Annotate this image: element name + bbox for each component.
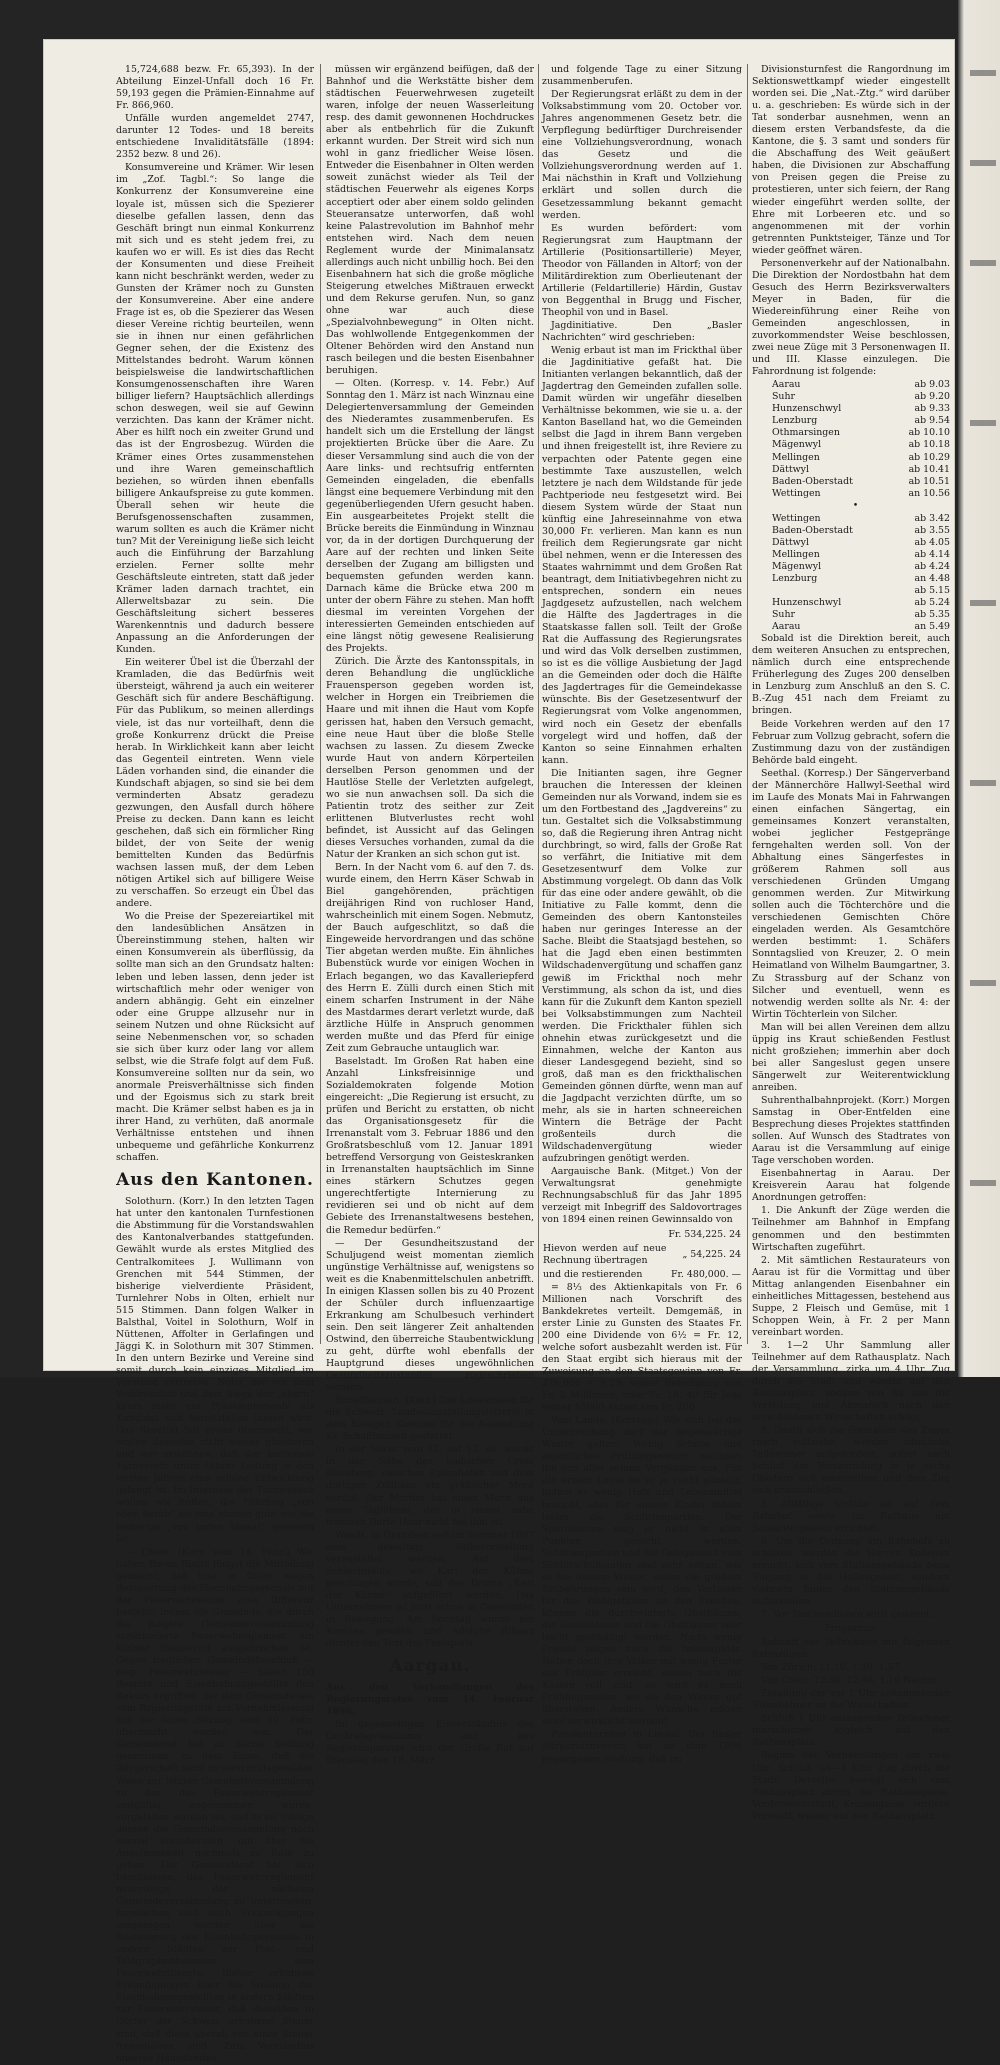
station: Hunzenschwyl bbox=[772, 597, 842, 609]
column-1 bbox=[116, 64, 314, 2064]
column-2 bbox=[326, 64, 534, 1767]
paragraph: Es wurden befördert: vom Regierungsrat zum Hauptmann der Artillerie (Positionsartillerie) Meyer, Theodor von Fällanden in Altorf; von der Militärdirektion zum Oberlieutenant der Artillerie (Feldartillerie) Härdin, Gustav von Beggenthal in Brugg und Fischer, Theophil von und in Basel. bbox=[542, 222, 742, 318]
paragraph: Die Initianten sagen, ihre Gegner brauchen die Interessen der kleinen Gemeinden nur als Vorwand, indem sie es um den Fortbestand des „Jagdvereins“ zu tun. Gestaltet sich die Volksabstimmung so, daß die Regierung ihren Antrag nicht durchbringt, so wird, falls der Große Rat so verfährt, die Initiative mit dem Gesetzesentwurf dem Volke zur Abstimmung vorgelegt. Ob dann das Volk für das eine oder andere gewählt, ob die Initiative zu Falle kommt, denn die Gemeinden des obern Kantonsteiles haben nur geringes Interesse an der Sache. Bleibt die Staatsjagd bestehen, so hat die Jagd eben einen bestimmten Wildschadenvergütung und schaffen ganz gewiß im Frickthal noch mehr Verstimmung, als schon da ist, und dies kann für die Zukunft dem Kanton speziell bei Volksabstimmungen zum Nachteil werden. Die Frickthaler fühlen sich ohnehin etwas zurückgesetzt und die Einnahmen, welche der Kanton aus dieser Landesgegend bezieht, sind so groß, daß man es den frickthalischen Gemeinden gönnen dürfte, wenn man auf die Jagdpacht verzichten dürfte, um so mehr, als sie in harten schneereichen Wintern die Beträge der Pacht großenteils durch die Wildschadenvergütung wieder aufzubringen genötigt werden. bbox=[542, 767, 742, 1165]
station: Mägenwyl bbox=[772, 439, 822, 451]
table-cell: und die restierenden bbox=[543, 1268, 643, 1280]
time: an 4.48 bbox=[914, 572, 950, 584]
table-row bbox=[752, 403, 950, 415]
station: Mellingen bbox=[772, 548, 820, 560]
time: ab 4.24 bbox=[914, 560, 950, 572]
paragraph: Eisenbahnertag in Aarau. Der Kreisverein Aarau hat folgende Anordnungen getroffen: bbox=[752, 1168, 950, 1204]
time: ab 10.41 bbox=[908, 463, 950, 475]
column-rule bbox=[747, 64, 748, 1344]
time: ab 5.15 bbox=[914, 585, 950, 597]
time: ab 3.55 bbox=[914, 524, 950, 536]
table-row bbox=[752, 488, 950, 500]
station: Aarau bbox=[772, 379, 801, 391]
paragraph: — Der Gesundheitszustand der Schuljugend weist momentan ziemlich ungünstige Verhältnisse auf, wenigstens so weit es die Knabenmittelschulen anbetrifft. In einigen Klassen sollen bis zu 40 Prozent der Schüler durch influenzaartige Erkrankung am Schulbesuch verhindert sein. Den seit längerer Zeit anhaltenden Ostwind, den überreiche Staubentwicklung zu geht, dürfte wohl ebenfalls der Hauptgrund dieses ungewöhnlichen Gesundheitszustandes zugeschrieben werden. bbox=[326, 1237, 534, 1394]
table-row bbox=[752, 379, 950, 391]
paragraph: Der Regierungsrat erläßt zu dem in der Volksabstimmung vom 20. October vor. Jahres angenommenen Gesetz betr. die Verpflegung bedürftiger Durchreisender eine Vollziehungsverordnung, wonach das Gesetz und die Vollziehungsverordnung werden auf 1. Mai nächsthin in Kraft und Vollziehung erklärt und sollen durch die Gesetzessammlung bekannt gemacht werden. bbox=[542, 89, 742, 221]
paragraph: — Olten. (Korr. vom 14. Febr.) Wir haben Ihrem Blatte jüngst die Mitteilung gemacht, daß hier in Olten wegen Besteuerung des Eisenbahnpersonals mit der Feuerwehrsteuer eine Differenz bestehe, indem die Gemeinde, die durch die jüngste Gemeindeversammlung sanktionierte Feuerwehreglement ein kleiner Hausstreit ausgebrochen ist. Gegen fraglichen Gemeindebeschluß — resp. Feuerwehrsteuer — haben 150 Beamte und Eisenbahnangestellte den Rekurs ergriffen, der dem Gemeinderate vom Regierungsrate zur Vernehmlassung auf die letzte Sitzung vom 10. Febr. übermacht worden war. Der Gemeinderat hat zu Sache Stellung genommen, zu dem Sinne, daß die Bürgerschaft nicht in vorschriftsgemäßer Weise zur letzten Gemeindeversammlung zu der das Feuerwehrreglement endgültig angenommen wurde, vorgeladen worden sei, und es sei infolge dessen die Gemeindeversammlung noch einmal einzuberufen, um über die Angelegenheit nochmals zu Rate zu gehen. Der Gemeinderat hat sich beschlossen, das Feuerwehrreglement neuerdings der nächsten Gemeindeversammlung zu unterbreiten. Inzwischen sind auch Erkundigungen eingezogen worden über die Besteuerung des Eisenbahnpersonals in andern Städten zur Post- und Telegraphenbeamten vom Feuerwehrdienste. Bisher erhobene Erkundigungen über die Stellung der Eisenbahnangestellten in andern Städten zur Feuerwehrsteuer, daß dieselben in Dörfer der Schweiz erhobene Steuer sind, daß diese überall von einer Steuer freigehalten sind. Zum Verständnis unseres Hausstreites bbox=[116, 1546, 314, 2064]
table-row bbox=[752, 427, 950, 439]
paragraph: Ein weiterer Übel ist die Überzahl der Kramladen, die das Bedürfnis weit übersteigt, während ja auch ein weiterer Geschäft sich für andere Beschäftigung. Für das Publikum, so meinen allerdings viele, ist das nur vorteilhaft, denn die große Konkurrenz drückt die Preise herab. In Wirklichkeit kann aber leicht das Gegenteil eintreten. Wenn viele Läden vorhanden sind, die einander die Kundschaft abjagen, so sind sie bei dem verminderten Absatz geradezu gezwungen, den Ausfall durch höhere Preise zu decken. Dann kann es leicht geschehen, daß sich ein förmlicher Ring bildet, der von Seite der wenig bemittelten Kunden das Bedürfnis wachsen lassen muß, der dem Leben nötigen Artikel sich auf billigere Weise zu verschaffen. So erzeugt ein Übel das andere. bbox=[116, 657, 314, 910]
table-row bbox=[752, 513, 950, 525]
table-row bbox=[542, 1268, 742, 1282]
table-row bbox=[752, 439, 950, 451]
station: Dättwyl bbox=[772, 463, 809, 475]
column-4 bbox=[752, 64, 950, 1822]
paragraph: Seethal. (Korresp.) Der Sängerverband der Männerchöre Hallwyl-Seethal wird im Laufe des Monats Mai in Fahrwangen einen einfachen Sängertag, ein gemeinsames Konzert veranstalten, wobei jeglicher Festgepränge ferngehalten werden soll. Von der Abhaltung eines Sängerfestes in größerem Rahmen soll aus verschiedenen Gründen Umgang genommen werden. Zur Mitwirkung sollen auch die Töchterchöre und die verschiedenen Gemischten Chöre eingeladen werden. Als Gesamtchöre werden bestimmt: 1. Schäfers Sonntagslied von Kreuzer, 2. O mein Heimatland von Wilhelm Baumgartner, 3. Zu Strassburg auf der Schanz von Silcher und eventuell, wenn es notwendig werden sollte als Nr. 4: der Wirtin Töchterlein von Silcher. bbox=[752, 767, 950, 1020]
subheading: Aus den Verhandlungen des Regierungsrates vom 14. Februar 1896. bbox=[326, 1682, 534, 1718]
paragraph: Baselstadt. Im Großen Rat haben eine Anzahl Linksfreisinnige und Sozialdemokraten folgende Motion eingereicht: „Die Regierung ist ersucht, zu prüfen und Bericht zu erstatten, ob nicht das Organisationsgesetz für die Irrenanstalt vom 3. Februar 1886 und den Großratsbeschluß vom 12. Januar 1891 betreffend Versorgung von Geisteskranken in Irrenanstalten hauptsächlich im Sinne eines stärkern Schutzes gegen ungerechtfertigte Internierung zu revidieren sei und ob nicht auf dem Gebiete des Irrenanstaltwesens bestehen, die Remedur bedürfen.“ bbox=[326, 1055, 534, 1236]
paragraph: Man will bei allen Vereinen dem allzu üppig ins Kraut schießenden Festlust nicht großziehen; immerhin aber doch bei aller Sangeslust gegen unsere Sängerwelt zur Weiterentwicklung anreiben. bbox=[752, 1021, 950, 1093]
station bbox=[752, 585, 898, 597]
table-row bbox=[752, 537, 950, 549]
station: Aarau bbox=[772, 621, 801, 633]
station: Baden-Oberstadt bbox=[772, 524, 853, 536]
paragraph: Wo die Preise der Spezereiartikel mit den landesüblichen Ansätzen in Übereinstimmung stehen, halten wir einen Konsumverein als überflüssig, da sollte man sich an den Grundsatz halten: leben und leben lassen, denn jeder ist wirtschaftlich mehr oder weniger von andern abhängig. Geht ein einzelner oder eine Gruppe allzusehr nur in seinem Nutzen und ohne Rücksicht auf seine Nebenmenschen vor, so schaden sie sich über kurz oder lang vor allem selbst, wie die Strafe folgt auf dem Fuß. Konsumvereine sollten nur da sein, wo anormale Preisverhältnisse sich finden und der Egoismus sich zu stark breit macht. Die Krämer selbst haben es ja in ihrer Hand, zu verhüten, daß anormale Verhältnisse entstehen und ihnen unbequeme und gefährliche Konkurrenz schaffen. bbox=[116, 911, 314, 1164]
paragraph: Beide Vorkehren werden auf den 17 Februar zum Vollzug gebracht, sofern die Zustimmung dazu von der zuständigen Behörde bald eingeht. bbox=[752, 718, 950, 766]
column-3 bbox=[542, 64, 742, 1765]
paragraph: — Olten. (Korresp. v. 14. Febr.) Auf Sonntag den 1. März ist nach Winznau eine Delegiertenversammlung der Gemeinden des Niederamtes zusammenberufen. Es handelt sich um die Erstellung der längst projektierten Brücke über die Aare. Zu dieser Versammlung sind auch die von der Aare links- und rechtsufrig entfernten Gemeinden eingeladen, die ebenfalls längst eine bequemere Verbindung mit den gegenüberliegenden Ufern gesucht haben. Ein ausgearbeitetes Projekt stellt die Brücke bereits die Einmündung in Winznau vor, da in der dortigen Durchquerung der Aare auf der rechten und linken Seite derselben der Zugang am billigsten und bequemsten gefunden werden kann. Darnach käme die Brücke etwa 200 m unter der obern Fähre zu stehen. Man hofft diesmal im vereinten Vorgehen der interessierten Gemeinden entschieden auf eine längst nötig gewesene Realisierung des Projekts. bbox=[326, 378, 534, 655]
paragraph: 3. 1—2 Uhr Sammlung aller Teilnehmer auf dem Rathausplatz. Nach der Versammlung, zirka um 4 Uhr, Zug durch die Stadt und wieder auf den Rathausplatz, sodann von da aus die Verteilung und Abmarsch nach den verschiedenen Wirtschaften erfolgt. bbox=[752, 1339, 950, 1424]
time: ab 5.24 bbox=[914, 597, 950, 609]
timetable-forenoon bbox=[752, 379, 950, 499]
paragraph: 6. Um die Ordnung am Bahnhofe zu erhalten, werden die Herren Kollegen ersucht, sich vom Stationsgebäude beim Eingang in die Hallengebiet, sondern vielmehr hinter den Stationsgebäude aufzustellen. bbox=[752, 1535, 950, 1607]
table-row bbox=[752, 476, 950, 488]
time: ab 3.42 bbox=[914, 512, 950, 524]
paragraph: Waadt. In Grandson soll im Sommer 1897 eine gewaltige Volksvorstellung veranstaltet werden. Auf dem Schlachtfelde, wo Karl der Kühne geschlagen wurde, soll das Drama „Karl der Kühne“ aufgeführt werden. Das Unternehmen ist jetzt schon in Gemeinden in Bewegung. Am Sonntag wurde ein Komitee gewählt und Adolphe Ribaux dichtet den Text des Festspiels. bbox=[326, 1529, 534, 1650]
table-row bbox=[752, 597, 950, 609]
table-row bbox=[752, 549, 950, 561]
station: Suhr bbox=[772, 391, 795, 403]
paragraph: Sobald ist die Direktion bereit, auch dem weiteren Ansuchen zu entsprechen, nämlich durch eine entsprechende Früherlegung des Zuges 200 denselben in Lenzburg zum Anschluß an den S. C. B.-Zug 451 nach dem Freiamt zu bringen. bbox=[752, 633, 950, 717]
program-item: Beginn der Verhandlungen um zwei Uhr. Schluß ¼4—4 Uhr. Zug durch die Stadt. Derselbe bewegt sich vom Rathausplatz durch die Rathausgasse, Vorderenvorstadt, Kronengasse, vordere Vorstadt, wieder auf den Rathausplatz. bbox=[752, 1750, 950, 1822]
time: ab 9.03 bbox=[914, 379, 950, 391]
time: ab 10.18 bbox=[908, 439, 950, 451]
time: ab 10.29 bbox=[908, 451, 950, 463]
station: Wettingen bbox=[772, 487, 821, 499]
next-page-edge bbox=[958, 0, 1000, 1377]
station: Mellingen bbox=[772, 451, 820, 463]
paragraph: 5. Allfällige Unfälle ist auf dem Bahnhof sowie im Rathaus ein Samariterposten errichtet. bbox=[752, 1498, 950, 1534]
table-row bbox=[542, 1228, 742, 1242]
paragraph: In der Nacht vom 12. auf 13. ds. wurde in der Nähe des badischen Ortes Blumberg, zwischen Epfenhofen und dem dortigen Zollhaus ein gräßlicher Mord verübt. Der Mörder hat einen Mann aus einen Taglöhner, der in einem nahe fremden Dorfe Haar nicht bei ihm ist. bbox=[326, 1444, 534, 1528]
paragraph: Vom Lande. (Korresp.) Wie sich bei der Unterbrechung darf der gegenwärtige Winter gelten. Wenig Schnee und eigentliches Frühlingswetter zeichnen ihn von aller seinen Vorgängen aus. Für die armen Leute ist er ja recht günstig, indem er wenig Holz und Lebensmittel braucht, aber für unsere Kinder fehlen leider die Schlittenpartien. Der Sportsleuten mag er nicht in allen Punkten gerecht werden. Schlittenpartien und die Gelegenheit zum Schlittschuhlaufen sind sehr selten, wie es bei diesem Winter, vielen die größten Entbehrungen sein wird, den Verlusten für das Wohlgefallen an den Freuden, können die durchwinterte Obstbäume, die Nadelbäume und die Obstbäume sehr leicht geschädigt werden. Nicht wenig Freude zeigen auch die Imbengilder. Haben doch ihre Völker mit wenig Futter das Frühjahr erreicht, wovon noch die Kasten voll sind, so wird es noch Frühlingszeiten, wo sie den Winter gut überstehen. Andere Wünsche mögen wohl verwirklicht werden! bbox=[542, 1415, 742, 1728]
paragraph: Unfälle wurden angemeldet 2747, darunter 12 Todes- und 18 bereits entschiedene Invaliditätsfälle (1894: 2352 bezw. 8 und 26). bbox=[116, 113, 314, 161]
table-cell: Hievon werden auf neue Rechnung übertragen bbox=[543, 1242, 667, 1266]
table-row bbox=[752, 609, 950, 621]
paragraph: 15,724,688 bezw. Fr. 65,393). In der Abteilung Einzel-Unfall doch 16 Fr. 59,193 gegen die Prämien-Einnahme auf Fr. 866,960. bbox=[116, 64, 314, 112]
paragraph: Personenverkehr auf der Nationalbahn. Die Direktion der Nordostbahn hat dem Gesuch des Herrn Bezirksverwalters Meyer in Baden, für die Wiedereinführung einer Reihe von Gemeinden angeschlossen, in zuvorkommendster Weise beschlossen, zwei neue Züge mit 3 Personenwagen II. und III. Klasse einzulegen. Die Fahrordnung ist folgende: bbox=[752, 257, 950, 378]
paragraph: Im gegenseitigen Einverständnis des Großratspräsidiums und des Regierungsrates wird der Große Rat auf Dienstag den 10. März bbox=[326, 1719, 534, 1767]
program-item: Zuteilung der vor 1 Uhr ankommenden Eisenbahner an die Wirtschaften. bbox=[752, 1688, 950, 1712]
table-row bbox=[752, 525, 950, 537]
paragraph: = 8⅓ des Aktienkapitals von Fr. 6 Millionen nach Vorschrift des Bankdekretes verteilt. Demgemäß, in erster Linie zu Gunsten des Staates Fr. 200 eine Dividende von 6½ = Fr. 12, welche sofort ausbezahlt werden ist. Für den Staat ergibt sich hieraus mit der Zuweisung an den Staatsgewinn von Fr. 276,000 = 9,2% seiner Beteiligung von Fr. 3 Millionen, oder Fr. 18. 40 für jede seiner 15000 Aktien von Fr. 200. bbox=[542, 1281, 742, 1414]
bank-table bbox=[542, 1228, 742, 1282]
paragraph: Schaffhausen. (Korr.) Der Loosumsatz für die Schweiz. Landesausstellungslotterie in dem hiesigen Kantone für die Ausstellung Kt. Schaffhausen gestattet. bbox=[326, 1395, 534, 1443]
paragraph: 2. Mit sämtlichen Restaurateurs von Aarau ist für die Vormittag und über Mittag anlangenden Eisenbahner ein einheitliches Mittagessen, bestehend aus Suppe, 2 Fleisch und Gemüse, mit 1 Schoppen Wein, à Fr. 2 per Mann vereinbart worden. bbox=[752, 1254, 950, 1338]
time: ab 4.14 bbox=[914, 548, 950, 560]
table-row bbox=[752, 561, 950, 573]
time: ab 9.54 bbox=[914, 415, 950, 427]
program-title: Programm: bbox=[824, 1623, 878, 1634]
paragraph: Solothurn. (Korr.) In den letzten Tagen hat unter den kantonalen Turnfestionen die Abstimmung für die Vorstandswahlen des Kantonalverbandes stattgefunden. Gewählt wurde als erstes Mitglied des Centralkomitees J. Wullimann von Grenchen mit 544 Stimmen, der bisherige vielverdiente Präsident, Turnlehrer Nobs in Olten, erhielt nur 515 Stimmen. Dann folgen Walker in Balsthal, Voitel in Solothurn, Wolf in Nüttenen, Affolter in Gerlafingen und Jäggi K. in Solothurn mit 307 Stimmen. In den untern Bezirke und Vereine sind somit durch kein einziges Mitglied im Vorstand vertreten. Nobs, der vor dem Wahlresultat und dem Siege der „obern“ kaum mehr zur Präsidentenwahl als Kandidat sich bereitstellen lassen wird. Das Resultat hat etwas überrascht, wir wollen dasselbe nicht weiter glossieren und nur erwähnen, daß der kantonale Turnverein unter Oltens Leitung in den letzten Jahren eine schöne Entwicklung gelangt ist. Im Interesse des Turnwesens wollen wir hoffen, die Führung „von oben herab“ sei eine ebenso gute wie die bisherige „von unten hinauf“ gewesen ist. bbox=[116, 1196, 314, 1545]
program-item: Schluß 1 Uhr anlangenden Teilnehmer marschieren sogleich auf den Rathausplatz. bbox=[752, 1713, 950, 1749]
program-item: Ankunft der Teilnehmer mit folgenden Extrazügen: bbox=[752, 1637, 950, 1661]
station: Lenzburg bbox=[772, 415, 818, 427]
paragraph: Bern. In der Nacht vom 6. auf den 7. ds. wurde einem, den Herrn Käser Schwab in Biel gangehörenden, prächtigen dreijährigen Rind von ruchloser Hand, wahrscheinlich mit einem Sogen. Nebmutz, der Bauch aufgeschlitzt, so daß die Eingeweide hervordrangen und das schöne Tier abgetan werden mußte. Ein ähnliches Bubenstück wurde vor einigen Wochen in Erlach begangen, wo das Kavalleriepferd des Herrn E. Zülli durch einen Stich mit einem scharfen Instrument in der Nähe des Mastdarmes derart verletzt wurde, daß ärztliche Hülfe in Anspruch genommen werden mußte und das Pferd für einige Zeit zum Gebrauche untauglich war. bbox=[326, 862, 534, 1054]
paragraph: Pistolenturnfest in Liestal. Der Basler Bürgerturnverein hat an dem 1896 gegangenen Stellung, daß im bbox=[542, 1729, 742, 1765]
paragraph: Wenig erbaut ist man im Frickthal über die Jagdinitiative gefaßt hat. Die Initianten verlangen bekanntlich, daß der Jagdertrag den Gemeinden zufallen solle. Damit würden wir ungefähr dieselben Verhältnisse bekommen, wie sie u. a. der Kanton Baselland hat, wo die Gemeinden selbst die Jagd in ihrem Bann vergeben und ihnen freigestellt ist, ihre Reviere zu verpachten oder Patente gegen eine bestimmte Taxe auszustellen, welch letztere je nach dem Wildstande für jede Pachtperiode neu festgesetzt wird. Bei diesem System würde der Staat nun künftig eine Jahreseinnahme von etwa 30,000 Fr. verlieren. Man kann es nun freilich dem Regierungsrate gar nicht übel nehmen, wenn er die Interessen des Staates wahrnimmt und dem Großen Rat beantragt, dem Initiativbegehren nicht zu entsprechen, sondern ein neues Jagdgesetz aufzustellen, nach welchem die Hälfte des Jagdertrages in die Staatskasse fallen soll. Teilt der Große Rat die Auffassung des Regierungsrates und wird das Volk derselben zustimmen, so ist es die völlige Ausbietung der Jagd an die Gemeinden oder doch die Hälfte des Jagdertrages für die Gemeindekasse wünschte. Bis der Gesetzesentwurf der Regierungsrat vom Volke angenommen, wird noch ein Gesetz der ebenfalls vorgelegt wird und hoffen, daß der Kanton so seine Einnahmen erhalten kann. bbox=[542, 345, 742, 766]
station: Dättwyl bbox=[772, 536, 809, 548]
paragraph: müssen wir ergänzend beifügen, daß der Bahnhof und die Werkstätte bisher dem städtischen Feuerwehrwesen zugeteilt waren, infolge der neuen Wasserleitung resp. des damit gewonnenen Hochdruckes aber als entbehrlich für die Zukunft erkannt wurden. Der Streit wird sich nun wohl in ganz friedlicher Weise lösen. Entweder die Eisenbahner in Olten werden soweit zunächst wieder als Teil der städtischen Feuerwehr als eigenes Korps acceptiert oder aber einem soldo gelinden Steueransatze unterworfen, daß wohl keine Palastrevolution im Bahnhof mehr entstehen wird. Nach dem neuen Reglement wurde der Minimalansatz allerdings auch nicht unbillig hoch. Bei den Eisenbahnern hat sich die große mögliche Steigerung etwelches Mißtrauen erweckt und dem Rekurse gerufen. Nun, so ganz ohne war auch diese „Spezialvohnbewegung“ in Olten nicht. Das wohlwollende Entgegenkommen der Oltener Behörden wird den Anstand nun rasch beilegen und die besten Eisenbahner beruhigen. bbox=[326, 64, 534, 377]
paragraph: Konsumvereine und Krämer. Wir lesen im „Zof. Tagbl.“: So lange die Konkurrenz der Konsumvereine eine loyale ist, müssen sich die Spezierer dieselbe gefallen lassen, denn das Geschäft bringt nun einmal Konkurrenz mit sich und es steht jedem frei, zu kaufen wo er will. Es ist dies das Recht der Konsumenten und diese Freiheit kann nicht beschränkt werden, weder zu Gunsten der Krämer noch zu Gunsten der Konsumvereine. Aber eine andere Frage ist es, ob die Spezierer das Wesen dieser Vereine richtig beurteilen, wenn sie in ihnen nur einen gefährlichen Gegner sehen, der die Existenz des Mittelstandes bedroht. Warum können beispielsweise die landwirtschaftlichen Konsumgenossenschaften ihre Waren billiger liefern? Hauptsächlich allerdings schon deswegen, weil sie auf Gewinn verzichten. Das kann der Krämer nicht. Aber es hilft noch ein zweiter Grund und das ist der Engrosbezug. Würden die Krämer eines Ortes zusammenstehen und ihre Waren gemeinschaftlich beziehen, so würden ihnen ebenfalls billigere Ankaufspreise zu gute kommen. Überall sehen wir heute die Berufsgenossenschaften zusammen, warum sollten es auch die Krämer nicht tun? Mit der Vereinigung ließe sich leicht auch die Einführung der Barzahlung erzielen. Ferner sollte mehr Geschäftsleute eintreten, statt daß jeder Krämer laden darnach trachtet, ein Allerweltsbazar zu sein. Die Geschäftsleitung sichert besseres Warenkenntnis und dadurch bessere Anpassung an die Anforderungen der Kunden. bbox=[116, 162, 314, 656]
paragraph: Jagdinitiative. Den „Basler Nachrichten“ wird geschrieben: bbox=[542, 319, 742, 344]
time: ab 9.20 bbox=[914, 391, 950, 403]
bank-heading: Aargauische Bank. (Mitget.) Von der Verwaltungsrat genehmigte Rechnungsabschluß für das Jahr 1895 verzeigt mit Inbegriff des Saldovortrages von 1894 einen reinen Gewinnsaldo von bbox=[542, 1166, 742, 1226]
table-cell: Fr. 534,225. 24 bbox=[668, 1228, 741, 1240]
station: Wettingen bbox=[772, 512, 821, 524]
table-row bbox=[752, 415, 950, 427]
table-cell: Fr. 480,000. — bbox=[670, 1268, 741, 1280]
paragraph: Suhrenthalbahnprojekt. (Korr.) Morgen Samstag in Ober-Entfelden eine Besprechung dieses Projektes stattfinden sollen. Auf Wunsch des Stadtrates von Aarau ist die Versammlung auf einige Tage verschoben worden. bbox=[752, 1094, 950, 1167]
station: Mägenwyl bbox=[772, 560, 822, 572]
program-item: Von Zürich: 11.10, 1.30, 1.57. bbox=[761, 1662, 903, 1674]
time: an 10.56 bbox=[908, 487, 950, 499]
paragraph: 7. Vor Taschendieben wird gewarnt. bbox=[761, 1608, 933, 1620]
paragraph: 1. Die Ankunft der Züge werden die Teilnehmer am Bahnhof in Empfang genommen und den bestimmten Wirtschaften zugeführt. bbox=[752, 1205, 950, 1253]
time: an 5.49 bbox=[914, 621, 950, 633]
paragraph: Divisionsturnfest die Rangordnung im Sektionswettkampf wieder eingestellt worden sei. Die „Nat.-Ztg.“ wird darüber u. a. geschrieben: Es würde sich in der Tat sonderbar ausnehmen, wenn an diesem ersten Verbandsfeste, da die Kantone, die §. 3 samt und sonders für die Abschaffung des Weit geäußert haben, die Divisionen zur Abschaffung von Preisen gegen die Preise zu protestieren, unter sich feiern, der Rang wieder eingeführt werden sollte, der Ehre mit Lorbeeren etc. und so angenommenen mit der vorhin getrennten Punktsteiger, Tänze und Tor wieder geöffnet wären. bbox=[752, 64, 950, 256]
program-item: Von Olten: 12.36, 12.46, 1.10 Nachm. bbox=[761, 1675, 941, 1687]
paragraph: und folgende Tage zu einer Sitzung zusammenberufen. bbox=[542, 64, 742, 88]
table-row bbox=[752, 464, 950, 476]
column-rule bbox=[320, 64, 321, 1344]
station: Suhr bbox=[772, 609, 795, 621]
station: Baden-Oberstadt bbox=[772, 475, 853, 487]
timetable-afternoon bbox=[752, 513, 950, 633]
section-title: Aus den Kantonen. bbox=[116, 1170, 314, 1191]
time: ab 4.05 bbox=[914, 536, 950, 548]
time: ab 5.35 bbox=[914, 609, 950, 621]
table-cell: „ 54,225. 24 bbox=[682, 1248, 741, 1260]
time: ab 10.10 bbox=[908, 427, 950, 439]
paragraph: 5. Damit sich die Formation des Zuges rasch vollziehe, werden sämtliche Teilnehmer aufgefordert, sofort nach Schluß der Versammlung in je sechs Gliedern sich einzureihen und dem Zug sich anzuschließen. bbox=[752, 1425, 950, 1497]
station: Hunzenschwyl bbox=[772, 403, 842, 415]
station: Lenzburg bbox=[772, 572, 818, 584]
table-row bbox=[752, 621, 950, 633]
time: ab 9.33 bbox=[914, 403, 950, 415]
table-cell bbox=[542, 1228, 667, 1242]
time: ab 10.51 bbox=[908, 475, 950, 487]
section-title: Aargau. bbox=[389, 1656, 471, 1677]
table-row bbox=[752, 573, 950, 585]
station: Othmarsingen bbox=[772, 427, 840, 439]
paragraph: Zürich. Die Ärzte des Kantonsspitals, in deren Behandlung die unglückliche Frauensperson gegeben worden ist, welcher in Horgen ein Treibriemen die Haare und mit ihnen die Haut vom Kopfe gerissen hat, haben den Versuch gemacht, eine neue Haut über die bloße Stelle wachsen zu lassen. Zu diesem Zwecke wurde Haut von andern Körperteilen derselben Person genommen und der Hautlöse Stelle der Verletzten aufgelegt, wo sie nun anwachsen soll. Da sich die Patientin trotz des seither zur Zeit erlittenen Blutverlustes recht wohl befindet, ist Aussicht auf das Gelingen dieses Versuches vorhanden, zumal da die Natur der Kranken an sich schon gut ist. bbox=[326, 656, 534, 861]
table-row bbox=[752, 452, 950, 464]
separator-dot: • bbox=[852, 499, 859, 511]
column-rule bbox=[538, 64, 539, 1344]
table-row bbox=[542, 1242, 742, 1268]
table-row bbox=[752, 585, 950, 597]
table-row bbox=[752, 391, 950, 403]
